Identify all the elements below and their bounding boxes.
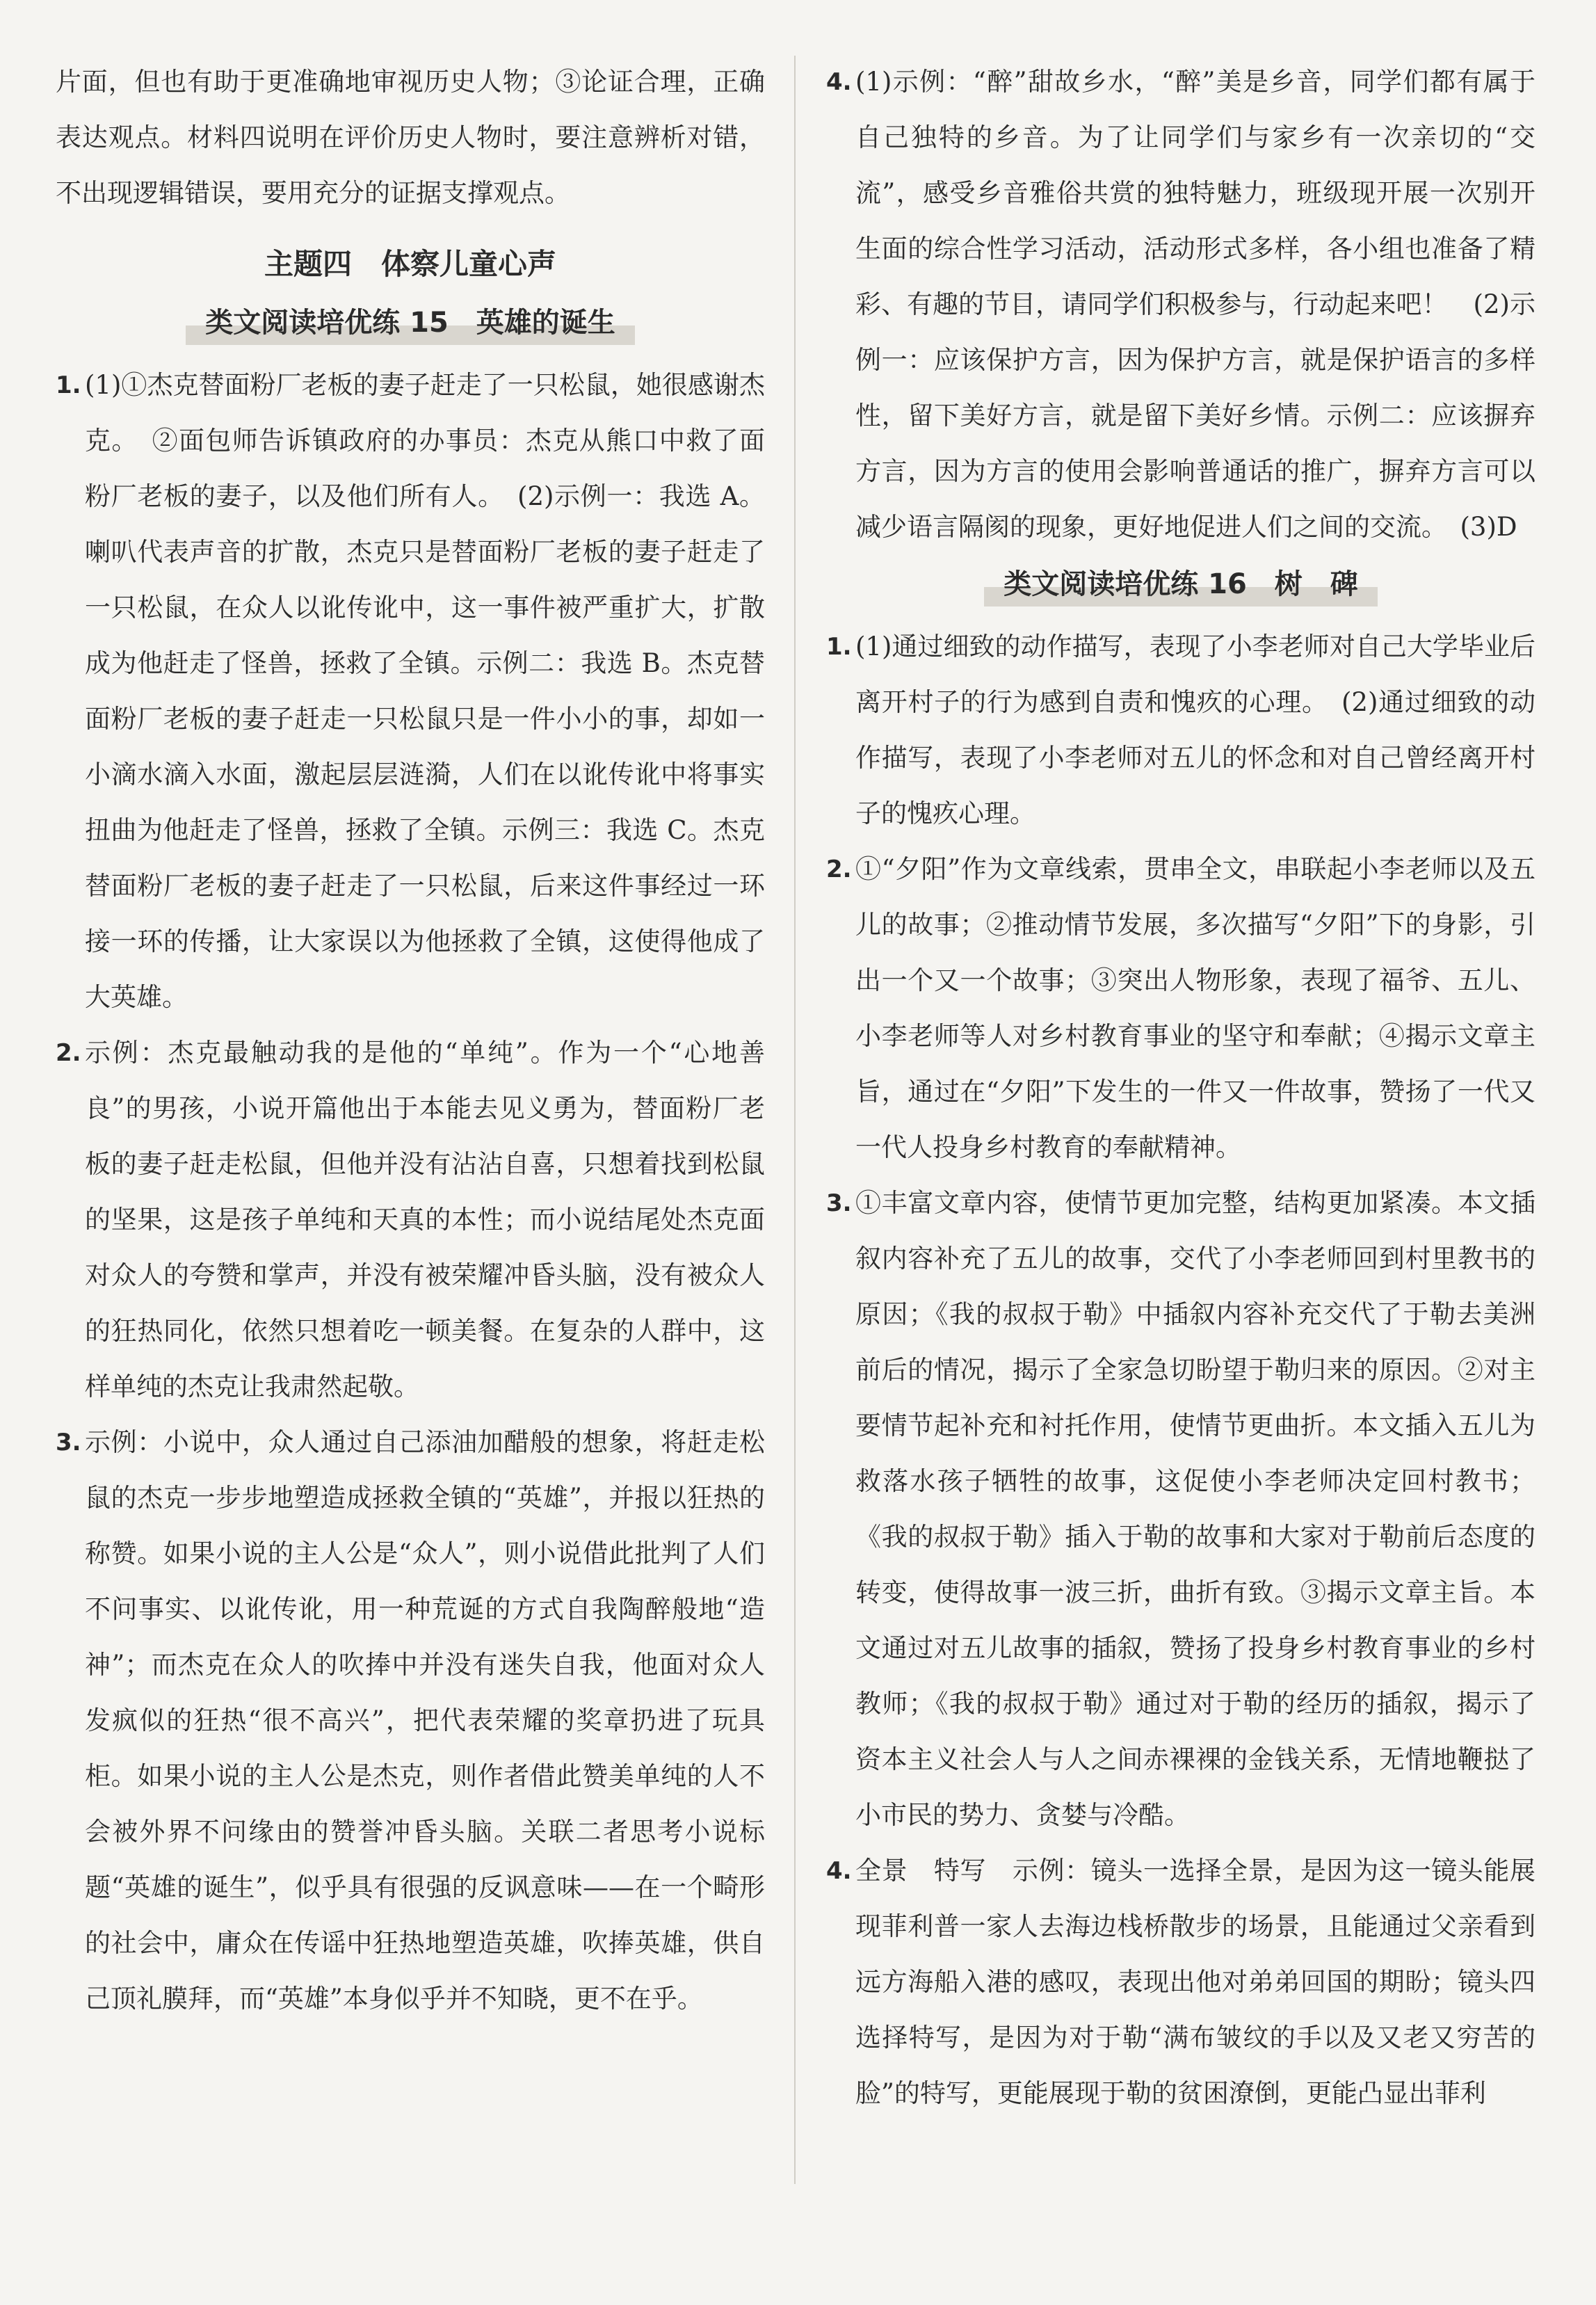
item-number: 4. — [826, 68, 852, 96]
item-text: (1)①杰克替面粉厂老板的妻子赶走了一只松鼠，她很感谢杰克。 ②面包师告诉镇政府的办事员：杰克从熊口中救了面粉厂老板的妻子，以及他们所有人。 (2)示例一：我选 A。喇叭代表声音的扩散，杰克只是替面粉厂老板的妻子赶走了一只松鼠，在众人以讹传讹中，这一事件被严重扩大，扩散成为他赶走了怪兽，拯救了全镇。示例二：我选 B。杰克替面粉厂老板的妻子赶走一只松鼠只是一件小小的事，却如一小滴水滴入水面，激起层层涟漪，人们在以讹传讹中将事实扭曲为他赶走了怪兽，拯救了全镇。示例三：我选 C。杰克替面粉厂老板的妻子赶走了一只松鼠，后来这件事经过一环接一环的传播，让大家误以为他拯救了全镇，这使得他成了大英雄。 — [85, 370, 765, 1012]
section-title-15 — [56, 294, 765, 352]
item-number: 2. — [826, 856, 852, 883]
item-text: 示例：小说中，众人通过自己添油加醋般的想象，将赶走松鼠的杰克一步步地塑造成拯救全镇的“英雄”，并报以狂热的称赞。如果小说的主人公是“众人”，则小说借此批判了人们不问事实、以讹传讹，用一种荒诞的方式自我陶醉般地“造神”；而杰克在众人的吹捧中并没有迷失自我，他面对众人发疯似的狂热“很不高兴”，把代表荣耀的奖章扔进了玩具柜。如果小说的主人公是杰克，则作者借此赞美单纯的人不会被外界不问缘由的赞誉冲昏头脑。关联二者思考小说标题“英雄的诞生”，似乎具有很强的反讽意味——在一个畸形的社会中，庸众在传谣中狂热地塑造英雄，吹捧英雄，供自己顶礼膜拜，而“英雄”本身似乎并不知晓，更不在乎。 — [85, 1427, 765, 2014]
section-title-15-text: 类文阅读培优练 15 英雄的诞生 — [186, 294, 635, 352]
item-number: 3. — [826, 1189, 852, 1217]
answer-item — [826, 619, 1535, 842]
answer-item — [826, 842, 1535, 1175]
item-text: 全景 特写 示例：镜头一选择全景，是因为这一镜头能展现菲利普一家人去海边栈桥散步的场景，且能通过父亲看到远方海船入港的感叹，表现出他对弟弟回国的期盼；镜头四选择特写，是因为对于勒“满布皱纹的手以及又老又穷苦的脸”的特写，更能展现于勒的贫困潦倒，更能凸显出菲利 — [855, 1856, 1535, 2108]
answer-item — [826, 1843, 1535, 2121]
answer-item — [56, 358, 765, 1025]
theme-title: 主题四 体察儿童心声 — [264, 247, 556, 281]
item-number: 2. — [56, 1039, 81, 1067]
answer-item — [56, 1025, 765, 1415]
intro-paragraph: 片面，但也有助于更准确地审视历史人物；③论证合理，正确表达观点。材料四说明在评价历史人物时，要注意辨析对错，不出现逻辑错误，要用充分的证据支撑观点。 — [56, 67, 765, 208]
column-divider — [794, 56, 796, 2184]
item-text: (1)通过细致的动作描写，表现了小李老师对自己大学毕业后离开村子的行为感到自责和愧疚的心理。 (2)通过细致的动作描写，表现了小李老师对五儿的怀念和对自己曾经离开村子的愧疚心理。 — [855, 632, 1535, 828]
item-number: 3. — [56, 1429, 81, 1456]
item-number: 1. — [826, 633, 852, 661]
item-number: 1. — [56, 371, 81, 399]
section-title-16 — [826, 555, 1535, 613]
left-column — [56, 54, 765, 2027]
item-text: ①丰富文章内容，使情节更加完整，结构更加紧凑。本文插叙内容补充了五儿的故事，交代了小李老师回到村里教书的原因；《我的叔叔于勒》中插叙内容补充交代了于勒去美洲前后的情况，揭示了全家急切盼望于勒归来的原因。②对主要情节起补充和衬托作用，使情节更曲折。本文插入五儿为救落水孩子牺牲的故事，这促使小李老师决定回村教书；《我的叔叔于勒》插入于勒的故事和大家对于勒前后态度的转变，使得故事一波三折，曲折有致。③揭示文章主旨。本文通过对五儿故事的插叙，赞扬了投身乡村教育事业的乡村教师；《我的叔叔于勒》通过对于勒的经历的插叙，揭示了资本主义社会人与人之间赤裸裸的金钱关系，无情地鞭挞了小市民的势力、贪婪与冷酷。 — [855, 1188, 1535, 1830]
item-text: ①“夕阳”作为文章线索，贯串全文，串联起小李老师以及五儿的故事；②推动情节发展，多次描写“夕阳”下的身影，引出一个又一个故事；③突出人物形象，表现了福爷、五儿、小李老师等人对乡村教育事业的坚守和奉献；④揭示文章主旨，通过在“夕阳”下发生的一件又一件故事，赞扬了一代又一代人投身乡村教育的奉献精神。 — [855, 854, 1535, 1162]
item-text: (1)示例：“醉”甜故乡水，“醉”美是乡音，同学们都有属于自己独特的乡音。为了让同学们与家乡有一次亲切的“交流”，感受乡音雅俗共赏的独特魅力，班级现开展一次别开生面的综合性学习活动，活动形式多样，各小组也准备了精彩、有趣的节目，请同学们积极参与，行动起来吧！ (2)示例一：应该保护方言，因为保护方言，就是保护语言的多样性，留下美好方言，就是留下美好乡情。示例二：应该摒弃方言，因为方言的使用会影响普通话的推广，摒弃方言可以减少语言隔阂的现象，更好地促进人们之间的交流。 (3)D — [855, 67, 1535, 542]
answer-item — [56, 1415, 765, 2027]
answer-item — [826, 54, 1535, 555]
right-column — [826, 54, 1535, 2121]
item-number: 4. — [826, 1857, 852, 1885]
answer-item — [826, 1175, 1535, 1843]
item-text: 示例：杰克最触动我的是他的“单纯”。作为一个“心地善良”的男孩，小说开篇他出于本能去见义勇为，替面粉厂老板的妻子赶走松鼠，但他并没有沾沾自喜，只想着找到松鼠的坚果，这是孩子单纯和天真的本性；而小说结尾处杰克面对众人的夸赞和掌声，并没有被荣耀冲昏头脑，没有被众人的狂热同化，依然只想着吃一顿美餐。在复杂的人群中，这样单纯的杰克让我肃然起敬。 — [85, 1038, 765, 1402]
section-title-16-text: 类文阅读培优练 16 树 碑 — [984, 555, 1378, 613]
